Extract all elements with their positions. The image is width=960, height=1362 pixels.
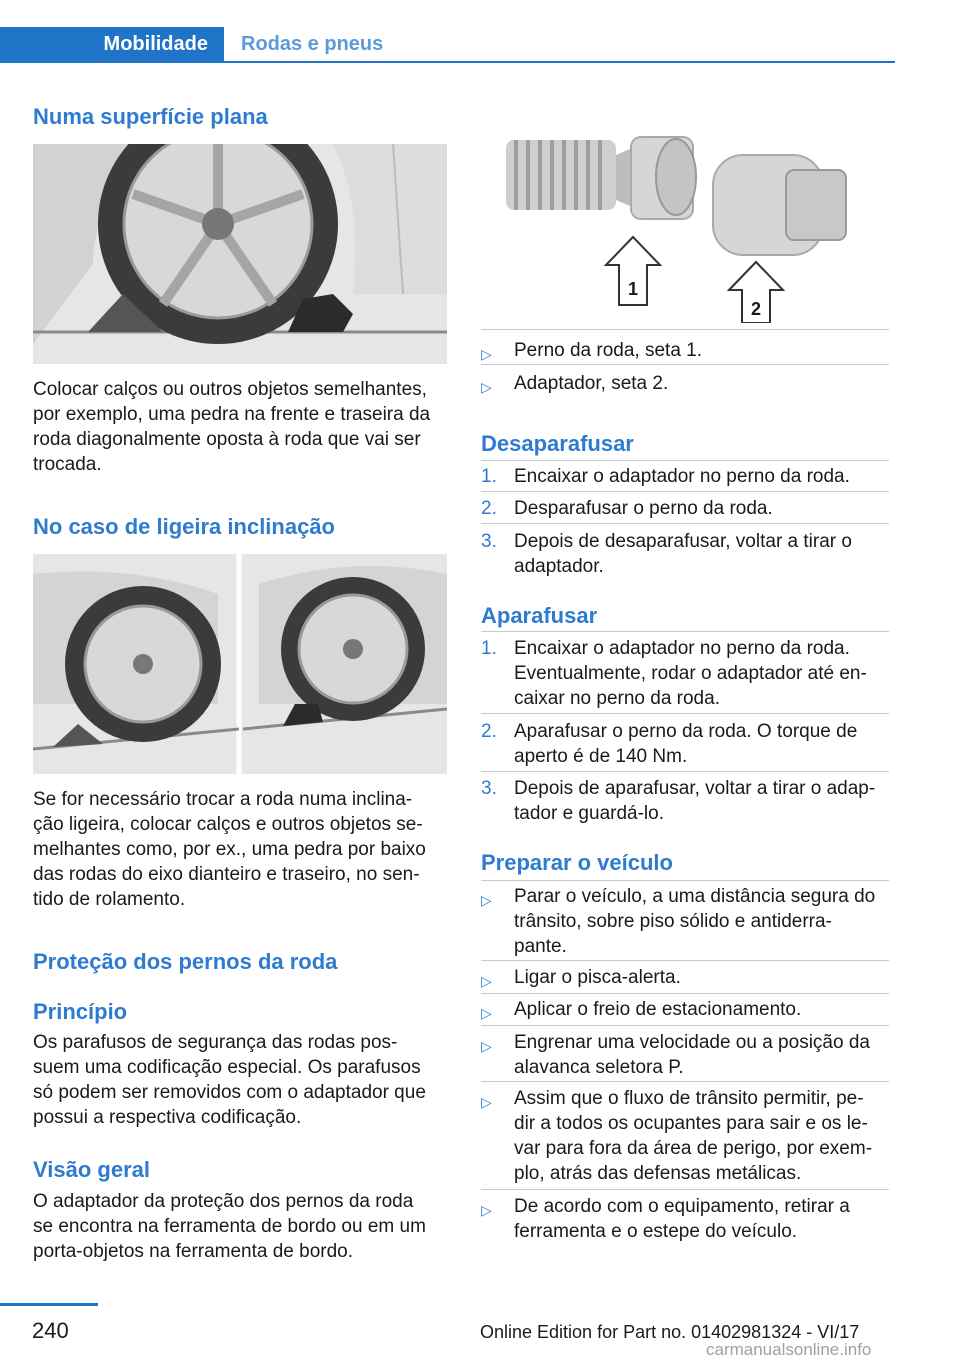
- watermark: carmanualsonline.info: [706, 1340, 872, 1359]
- prepare-step-5: ▷ Assim que o fluxo de trânsito permitir, pe‐ dir a todos os ocupantes para sair e os le‐ var para fora da área de perigo, por exem‐ plo, atrás das defensas metálicas.: [481, 1088, 873, 1184]
- separator: [481, 771, 889, 772]
- edition-info: Online Edition for Part no. 01402981324 - VI/17: [480, 1322, 860, 1342]
- heading-screw: Aparafusar: [481, 603, 598, 628]
- paragraph-slight-incline: Se for necessário trocar a roda numa inclina‐ ção ligeira, colocar calços e outros objetos se‐ melhantes como, por ex., uma pedra por baixo das rodas do eixo dianteiro e traseiro, no sen‐ tido de rolamento.: [33, 789, 426, 910]
- heading-wheel-lock-protection: Proteção dos pernos da roda: [33, 949, 338, 974]
- heading-principle: Princípio: [33, 999, 128, 1024]
- tab-rodas-e-pneus[interactable]: Rodas e pneus: [241, 32, 384, 55]
- figure-bolt-adapter: [481, 115, 889, 323]
- tab-mobilidade[interactable]: Mobilidade: [0, 27, 224, 61]
- screw-step-1: 1. Encaixar o adaptador no perno da roda. Eventualmente, rodar o adaptador até en‐ caixar no perno da roda.: [481, 638, 867, 709]
- unscrew-step-3: 3. Depois de desaparafusar, voltar a tirar o adaptador.: [481, 531, 852, 577]
- page-number: 240: [32, 1318, 69, 1343]
- separator: [481, 993, 889, 994]
- separator: [481, 460, 889, 461]
- separator: [481, 1189, 889, 1190]
- adapter-icon: [713, 155, 846, 255]
- figure-label-1: 1: [627, 279, 639, 299]
- separator: [481, 631, 889, 632]
- paragraph-flat-surface: Colocar calços ou outros objetos semelhantes, por exemplo, uma pedra na frente e traseira da roda diagonalmente oposta à roda que vai ser trocada.: [33, 379, 431, 475]
- separator: [481, 1025, 889, 1026]
- triangle-bullet-icon: ▷: [481, 892, 492, 908]
- separator: [481, 491, 889, 492]
- figure-wheel-flat: [33, 144, 447, 364]
- heading-flat-surface: Numa superfície plana: [33, 104, 268, 129]
- wheel-chock-flat-illustration: [33, 144, 447, 364]
- triangle-bullet-icon: ▷: [481, 1202, 492, 1218]
- separator: [481, 523, 889, 524]
- triangle-bullet-icon: ▷: [481, 379, 492, 395]
- screw-step-2: 2. Aparafusar o perno da roda. O torque de aperto é de 140 Nm.: [481, 721, 858, 767]
- header-divider: [0, 61, 895, 63]
- separator: [481, 364, 889, 365]
- separator: [481, 960, 889, 961]
- triangle-bullet-icon: ▷: [481, 1094, 492, 1110]
- heading-slight-incline: No caso de ligeira inclinação: [33, 514, 335, 539]
- footer-divider: [0, 1303, 98, 1306]
- heading-overview: Visão geral: [33, 1157, 150, 1182]
- triangle-bullet-icon: ▷: [481, 973, 492, 989]
- figure-wheel-incline: [33, 554, 447, 774]
- separator: [481, 880, 889, 881]
- screw-step-3: 3. Depois de aparafusar, voltar a tirar o adap‐ tador e guardá-lo.: [481, 778, 876, 824]
- separator: [481, 1081, 889, 1082]
- prepare-step-4: ▷ Engrenar uma velocidade ou a posição da alavanca seletora P.: [481, 1032, 870, 1078]
- paragraph-principle: Os parafusos de segurança das rodas pos‐ suem uma codificação especial. Os parafusos só podem ser removidos com o adaptador que possui a respectiva codificação.: [33, 1032, 426, 1128]
- triangle-bullet-icon: ▷: [481, 1038, 492, 1054]
- prepare-step-6: ▷ De acordo com o equipamento, retirar a ferramenta e o estepe do veículo.: [481, 1196, 850, 1242]
- figure-label-2: 2: [750, 299, 762, 319]
- paragraph-overview: O adaptador da proteção dos pernos da roda se encontra na ferramenta de bordo ou em um porta-objetos na ferramenta de bordo.: [33, 1191, 426, 1262]
- heading-prepare-vehicle: Preparar o veículo: [481, 850, 673, 875]
- triangle-bullet-icon: ▷: [481, 346, 492, 362]
- bolt-and-adapter-illustration: [481, 115, 889, 323]
- wheel-bolt-icon: [506, 137, 696, 219]
- separator: [481, 713, 889, 714]
- prepare-step-1: ▷ Parar o veículo, a uma distância segura do trânsito, sobre piso sólido e antiderra‐ pante.: [481, 886, 876, 957]
- heading-unscrew: Desaparafusar: [481, 431, 634, 456]
- triangle-bullet-icon: ▷: [481, 1005, 492, 1021]
- separator: [481, 329, 889, 330]
- page-header: [0, 0, 960, 62]
- wheel-chock-incline-illustration: [33, 554, 447, 774]
